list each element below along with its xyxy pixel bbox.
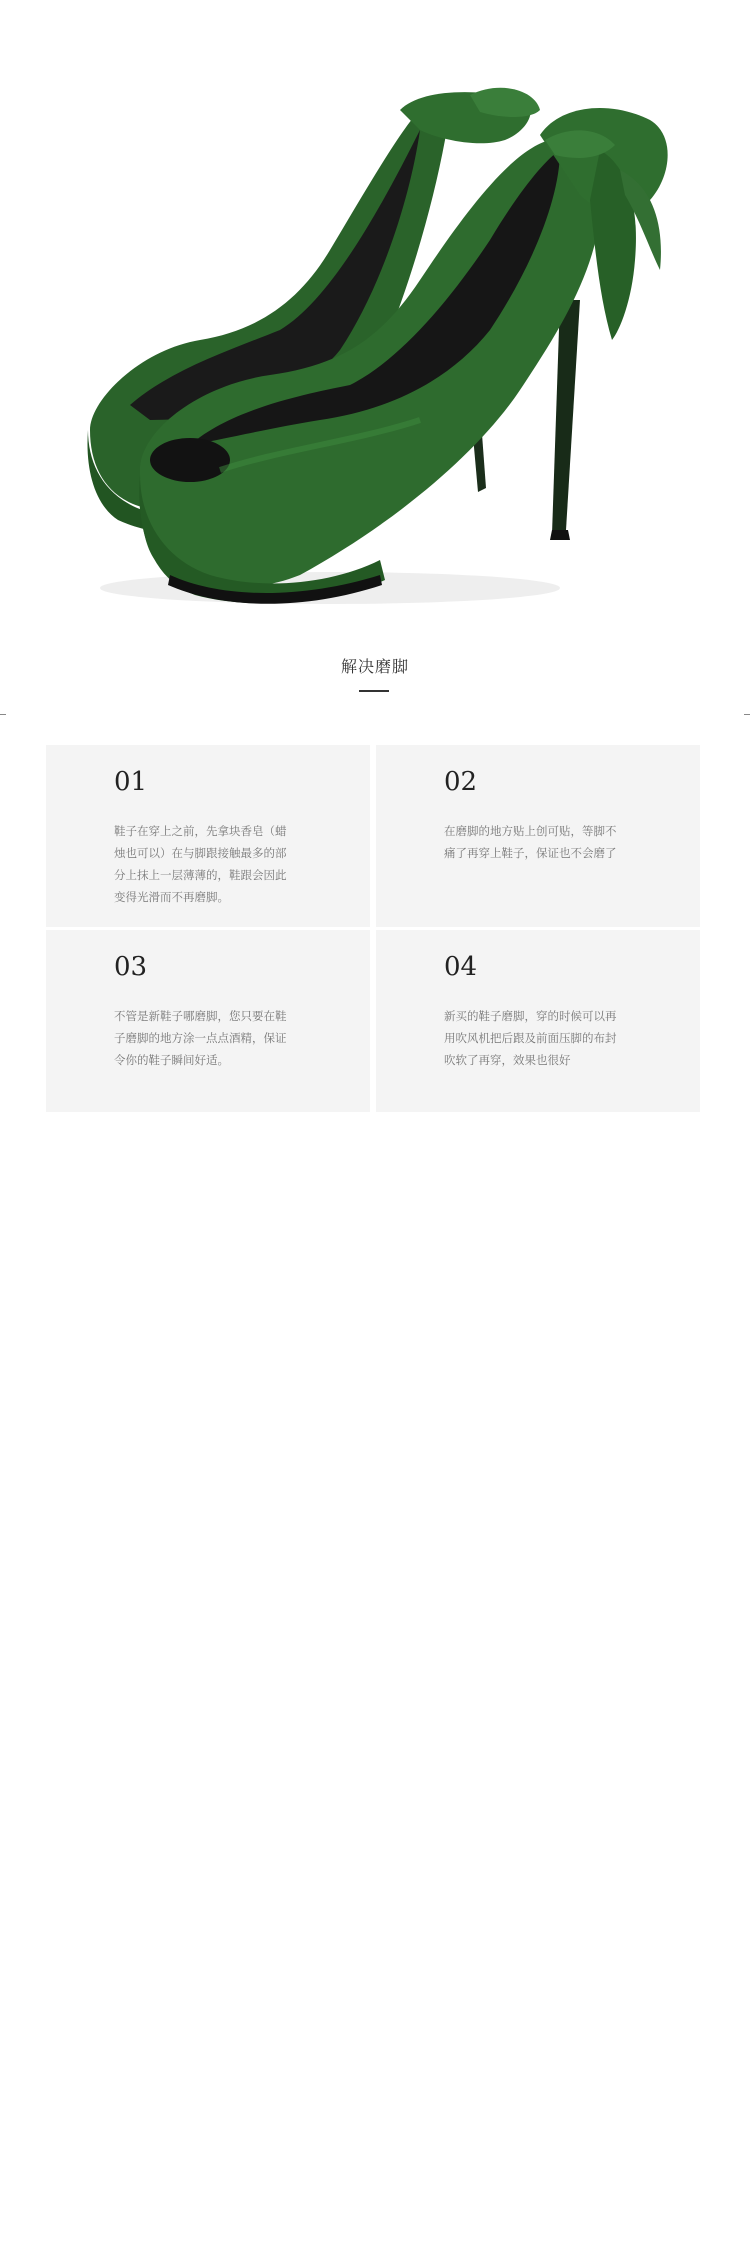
tip-number: 03	[114, 952, 148, 982]
tip-text: 鞋子在穿上之前，先拿块香皂（蜡 烛也可以）在与脚跟接触最多的部 分上抹上一层薄薄的，鞋跟会因此 变得光滑而不再磨脚。	[114, 824, 287, 904]
tip-card-2	[376, 745, 700, 927]
tip-number: 01	[114, 767, 148, 797]
tip-text: 不管是新鞋子哪磨脚，您只要在鞋 子磨脚的地方涂一点点酒精，保证 令你的鞋子瞬间好适。	[114, 1009, 287, 1067]
tip-text: 新买的鞋子磨脚，穿的时候可以再 用吹风机把后跟及前面压脚的布封 吹软了再穿，效果也很好	[444, 1009, 617, 1067]
tip-card-4	[376, 930, 700, 1112]
right-edge-mark	[744, 714, 750, 715]
tip-card-1	[46, 745, 370, 927]
left-edge-mark	[0, 714, 6, 715]
product-hero-image	[0, 0, 750, 640]
tip-number: 04	[444, 952, 478, 982]
tip-text: 在磨脚的地方贴上创可贴，等脚不 痛了再穿上鞋子，保证也不会磨了	[444, 824, 617, 860]
tip-number: 02	[444, 767, 478, 797]
green-peep-toe-heels-illustration	[0, 0, 750, 640]
tip-card-3	[46, 930, 370, 1112]
section-title: 解决磨脚	[340, 657, 409, 676]
title-underline	[359, 690, 389, 692]
